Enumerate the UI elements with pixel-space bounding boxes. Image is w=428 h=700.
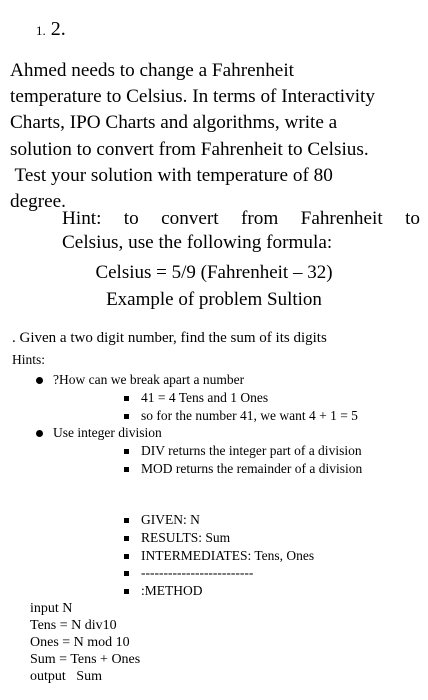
hints-label: Hints:	[12, 352, 46, 367]
question-number-prefix: 1.	[36, 23, 46, 38]
ipo-text: INTERMEDIATES: Tens, Ones	[141, 548, 315, 563]
square-bullet-icon	[124, 589, 129, 594]
sub-bullet-item	[124, 390, 268, 406]
square-bullet-icon	[124, 518, 129, 523]
bullet-text: ?How can we break apart a number	[53, 372, 245, 387]
sub-bullet-item	[124, 408, 358, 424]
bullet-text: Use integer division	[53, 425, 162, 440]
paragraph-line: degree.	[10, 191, 66, 213]
hint-block	[62, 207, 420, 255]
ipo-item	[124, 530, 230, 546]
ipo-item	[124, 583, 203, 599]
square-bullet-icon	[124, 554, 129, 559]
bullet-dot-icon	[36, 377, 43, 384]
ipo-item	[124, 548, 314, 564]
code-line: output Sum	[30, 669, 102, 684]
example-problem: . Given a two digit number, find the sum of its digits	[12, 330, 327, 346]
bullet-item	[36, 425, 162, 441]
question-number	[36, 18, 66, 41]
code-line: Sum = Tens + Ones	[30, 652, 141, 667]
sub-bullet-item	[124, 461, 362, 477]
ipo-item	[124, 512, 200, 528]
square-bullet-icon	[124, 449, 129, 454]
code-line: Ones = N mod 10	[30, 635, 130, 650]
sub-bullet-text: MOD returns the remainder of a division	[141, 461, 363, 476]
paragraph-line: Ahmed needs to change a Fahrenheit	[10, 60, 294, 81]
square-bullet-icon	[124, 414, 129, 419]
square-bullet-icon	[124, 396, 129, 401]
ipo-item	[124, 565, 253, 581]
sub-bullet-text: so for the number 41, we want 4 + 1 = 5	[141, 408, 358, 423]
question-number-main: 2.	[50, 18, 66, 40]
square-bullet-icon	[124, 536, 129, 541]
ipo-text: -------------------------	[141, 565, 254, 580]
sub-bullet-item	[124, 443, 362, 459]
square-bullet-icon	[124, 571, 129, 576]
ipo-text: GIVEN: N	[141, 512, 200, 527]
formula: Celsius = 5/9 (Fahrenheit – 32)	[95, 262, 333, 283]
paragraph-line: solution to convert from Fahrenheit to Celsius.	[10, 138, 369, 160]
code-line: Tens = N div10	[30, 618, 117, 633]
ipo-text: RESULTS: Sum	[141, 530, 231, 545]
hint-line: Hint: to convert from Fahrenheit to	[62, 208, 420, 229]
pseudocode-block	[30, 600, 140, 685]
sub-bullet-text: DIV returns the integer part of a division	[141, 443, 362, 458]
sub-bullet-text: 41 = 4 Tens and 1 Ones	[141, 390, 269, 405]
bullet-dot-icon	[36, 430, 43, 437]
ipo-text: :METHOD	[141, 583, 203, 598]
question-paragraph	[10, 58, 420, 215]
example-title: Example of problem Sultion	[106, 289, 322, 310]
code-line: input N	[30, 601, 73, 616]
paragraph-line: Charts, IPO Charts and algorithms, write a	[10, 112, 338, 134]
paragraph-line: Test your solution with temperature of 80	[10, 164, 333, 186]
bullet-item	[36, 372, 244, 388]
paragraph-line: temperature to Celsius. In terms of Interactivity	[10, 86, 375, 108]
square-bullet-icon	[124, 467, 129, 472]
hint-line: Celsius, use the following formula:	[62, 232, 333, 253]
